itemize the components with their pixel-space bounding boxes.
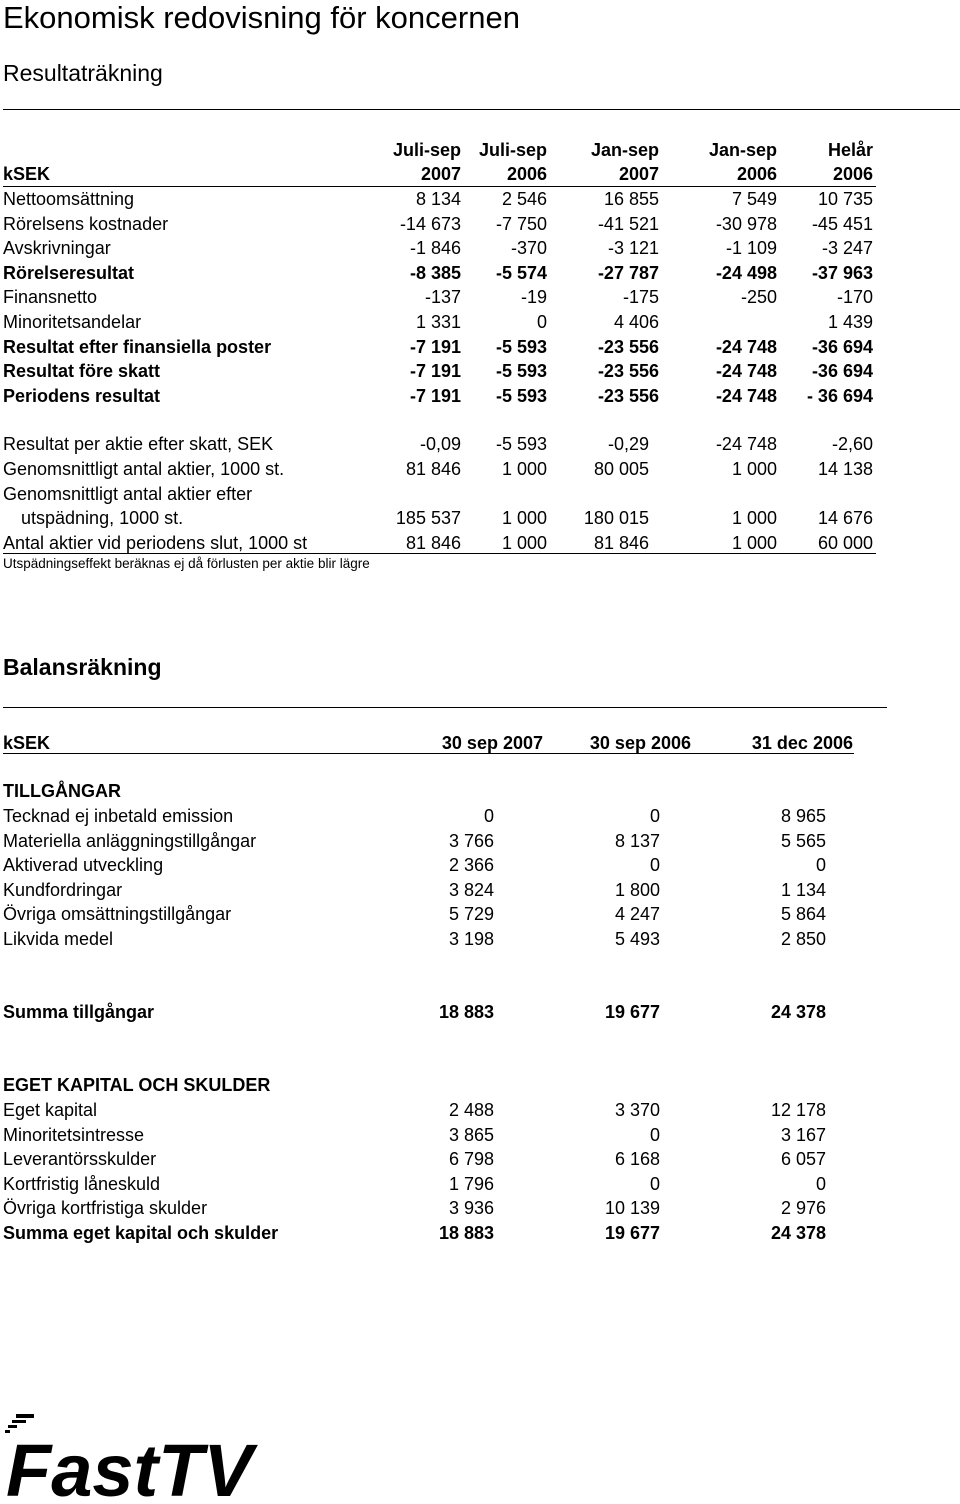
row-value: -14 673 — [399, 213, 461, 234]
row-value: 24 378 — [770, 1002, 826, 1022]
balance-col-header-3: 31 dec 2006 — [751, 733, 853, 753]
row-label: Materiella anläggningstillgångar — [3, 830, 257, 851]
row-value: -7 191 — [409, 361, 461, 382]
col-header-2-line1: Juli-sep — [478, 140, 547, 160]
row-value: -170 — [836, 287, 873, 308]
col-header-1-line2: 2007 — [420, 164, 461, 184]
row-value: -175 — [622, 287, 659, 308]
row-value: 4 247 — [614, 904, 660, 925]
logo-text: FastTV — [6, 1429, 253, 1502]
col-header-1-line1: Juli-sep — [392, 140, 461, 160]
row-value: -3 121 — [607, 238, 659, 259]
row-value: -5 574 — [495, 262, 547, 283]
row-value: 3 167 — [780, 1124, 826, 1145]
row-value: 10 735 — [817, 189, 873, 209]
row-label: Summa tillgångar — [3, 1002, 155, 1022]
row-value: 8 965 — [780, 806, 826, 826]
row-label: Kortfristig låneskuld — [3, 1173, 161, 1194]
row-value: 1 000 — [731, 459, 777, 479]
row-value: 1 000 — [501, 459, 547, 479]
row-value: 0 — [649, 1173, 660, 1194]
row-value: -23 556 — [597, 385, 659, 406]
row-value: 0 — [536, 312, 547, 332]
row-value: -37 963 — [811, 262, 873, 283]
row-value: 81 846 — [593, 533, 649, 553]
row-value: 60 000 — [817, 533, 873, 553]
row-value: -1 846 — [409, 238, 461, 259]
row-value: -27 787 — [597, 262, 659, 283]
row-value: 6 057 — [780, 1149, 826, 1170]
balance-unit-label: kSEK — [3, 733, 51, 753]
row-value: 14 676 — [817, 508, 873, 528]
row-value: 1 000 — [501, 508, 547, 528]
row-value: -36 694 — [811, 361, 873, 382]
row-label: Resultat efter finansiella poster — [3, 336, 272, 357]
liabilities-heading: EGET KAPITAL OCH SKULDER — [3, 1075, 271, 1095]
row-value: -24 498 — [715, 262, 777, 283]
row-value: 8 134 — [415, 189, 461, 209]
row-value: -0,29 — [607, 434, 649, 454]
row-value: -250 — [740, 287, 777, 308]
row-label: Finansnetto — [3, 287, 98, 308]
row-value: -24 748 — [715, 434, 777, 454]
row-value: 3 766 — [448, 830, 494, 851]
row-value: -5 593 — [495, 361, 547, 382]
row-value: -1 109 — [725, 238, 777, 259]
row-value: 1 134 — [780, 879, 826, 900]
row-label: Genomsnittligt antal aktier, 1000 st. — [3, 459, 285, 479]
row-value: -5 593 — [495, 385, 547, 406]
row-value: -3 247 — [821, 238, 873, 259]
row-value: 5 864 — [780, 904, 826, 925]
row-value: 8 137 — [614, 830, 660, 851]
row-label: Övriga omsättningstillgångar — [3, 904, 232, 925]
row-value: 180 015 — [583, 508, 649, 528]
row-value: -24 748 — [715, 361, 777, 382]
row-value: 2 488 — [448, 1100, 494, 1120]
row-value: 10 139 — [604, 1198, 660, 1219]
col-header-5-line1: Helår — [827, 140, 873, 160]
row-value: 2 546 — [501, 189, 547, 209]
row-value: -30 978 — [715, 213, 777, 234]
page-title: Ekonomisk redovisning för koncernen — [3, 0, 520, 35]
row-value: - 36 694 — [806, 385, 873, 406]
row-value: -8 385 — [409, 262, 461, 283]
row-value: -0,09 — [419, 434, 461, 454]
row-value: -2,60 — [831, 434, 873, 454]
row-value: 7 549 — [731, 189, 777, 209]
row-value: 81 846 — [405, 459, 461, 479]
row-label: utspädning, 1000 st. — [21, 508, 184, 528]
row-value: 3 865 — [448, 1124, 494, 1145]
row-value: -7 191 — [409, 385, 461, 406]
row-value: 0 — [649, 806, 660, 826]
row-value: 4 406 — [613, 312, 659, 332]
unit-label: kSEK — [3, 164, 51, 184]
row-value: 81 846 — [405, 533, 461, 553]
row-value: -23 556 — [597, 361, 659, 382]
row-value: 0 — [815, 855, 826, 876]
footnote: Utspädningseffekt beräknas ej då förlusten per aktie blir lägre — [3, 556, 370, 571]
row-label: Minoritetsintresse — [3, 1124, 145, 1145]
col-header-3-line2: 2007 — [618, 164, 659, 184]
row-value: 3 936 — [448, 1198, 494, 1219]
row-value: -23 556 — [597, 336, 659, 357]
row-value: 5 493 — [614, 929, 660, 949]
row-value: -24 748 — [715, 336, 777, 357]
row-value: -7 191 — [409, 336, 461, 357]
row-value: 185 537 — [395, 508, 461, 528]
total-rule — [3, 553, 876, 554]
row-value: 80 005 — [593, 459, 649, 479]
row-label: Periodens resultat — [3, 385, 161, 406]
row-value: -36 694 — [811, 336, 873, 357]
row-label: Nettoomsättning — [3, 189, 135, 209]
col-header-2-line2: 2006 — [506, 164, 547, 184]
row-value: 0 — [649, 855, 660, 876]
assets-heading: TILLGÅNGAR — [3, 781, 121, 801]
row-value: 3 824 — [448, 879, 494, 900]
row-value: 16 855 — [603, 189, 659, 209]
row-value: -137 — [424, 287, 461, 308]
row-value: 0 — [815, 1173, 826, 1194]
row-value: 19 677 — [604, 1223, 660, 1243]
fasttv-logo — [2, 1412, 260, 1502]
row-value: 3 198 — [448, 929, 494, 949]
row-value: 12 178 — [770, 1100, 826, 1120]
row-label: Summa eget kapital och skulder — [3, 1223, 279, 1243]
row-label: Genomsnittligt antal aktier efter — [3, 483, 253, 504]
row-value: 1 000 — [501, 533, 547, 553]
row-label: Eget kapital — [3, 1100, 98, 1120]
row-value: 3 370 — [614, 1100, 660, 1120]
header-rule — [3, 753, 854, 754]
row-value: 0 — [649, 1124, 660, 1145]
row-label: Rörelsens kostnader — [3, 213, 169, 234]
row-value: 24 378 — [770, 1223, 826, 1243]
row-label: Aktiverad utveckling — [3, 855, 164, 876]
balance-col-header-2: 30 sep 2006 — [589, 733, 691, 753]
col-header-4-line2: 2006 — [736, 164, 777, 184]
row-value: -45 451 — [811, 213, 873, 234]
col-header-3-line1: Jan-sep — [590, 140, 659, 160]
income-statement-heading: Resultaträkning — [3, 60, 163, 86]
row-label: Resultat per aktie efter skatt, SEK — [3, 434, 274, 454]
row-value: 1 000 — [731, 533, 777, 553]
row-value: 6 168 — [614, 1149, 660, 1170]
row-value: -5 593 — [495, 336, 547, 357]
row-label: Resultat före skatt — [3, 361, 161, 382]
row-label: Minoritetsandelar — [3, 312, 142, 332]
row-value: 18 883 — [438, 1223, 494, 1243]
row-value: 1 331 — [415, 312, 461, 332]
row-label: Övriga kortfristiga skulder — [3, 1198, 208, 1219]
row-label: Likvida medel — [3, 929, 114, 949]
row-label: Leverantörsskulder — [3, 1149, 157, 1170]
balance-col-header-1: 30 sep 2007 — [441, 733, 543, 753]
row-value: -370 — [510, 238, 547, 259]
row-value: 5 565 — [780, 830, 826, 851]
row-value: 2 366 — [448, 855, 494, 876]
row-value: 1 796 — [448, 1173, 494, 1194]
row-value: 1 439 — [827, 312, 873, 332]
row-label: Kundfordringar — [3, 879, 123, 900]
row-label: Avskrivningar — [3, 238, 111, 259]
row-value: 6 798 — [448, 1149, 494, 1170]
row-value: 1 800 — [614, 879, 660, 900]
divider — [3, 707, 887, 708]
row-value: 19 677 — [604, 1002, 660, 1022]
row-value: 5 729 — [448, 904, 494, 925]
col-header-4-line1: Jan-sep — [708, 140, 777, 160]
row-value: -24 748 — [715, 385, 777, 406]
row-label: Rörelseresultat — [3, 262, 135, 283]
row-value: 0 — [483, 806, 494, 826]
row-value: 1 000 — [731, 508, 777, 528]
row-value: -41 521 — [597, 213, 659, 234]
row-value: 2 976 — [780, 1198, 826, 1219]
row-label: Antal aktier vid periodens slut, 1000 st — [3, 533, 308, 553]
row-value: -19 — [520, 287, 547, 308]
balance-sheet-heading: Balansräkning — [3, 654, 162, 680]
row-label: Tecknad ej inbetald emission — [3, 806, 234, 826]
row-value: 18 883 — [438, 1002, 494, 1022]
divider — [3, 109, 960, 110]
row-value: -5 593 — [495, 434, 547, 454]
row-value: 14 138 — [817, 459, 873, 479]
col-header-5-line2: 2006 — [832, 164, 873, 184]
row-value: 2 850 — [780, 929, 826, 949]
row-value: -7 750 — [495, 213, 547, 234]
